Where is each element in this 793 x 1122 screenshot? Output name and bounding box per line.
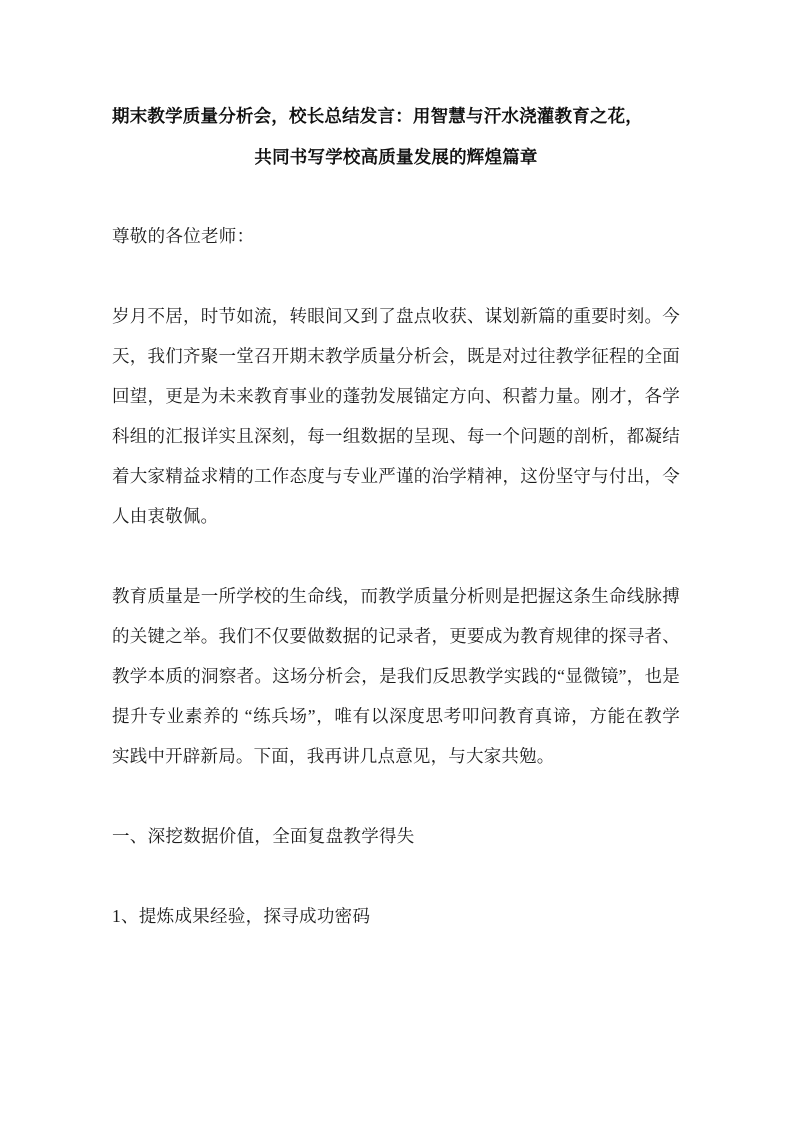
salutation: 尊敬的各位老师：: [112, 226, 255, 246]
title-body-spacer: [112, 178, 680, 216]
document-title-line-1: 期末教学质量分析会，校长总结发言：用智慧与汗水浇灌教育之花，: [112, 106, 643, 126]
paragraph-spacer-2: [112, 536, 680, 576]
paragraph-spacer-3: [112, 776, 680, 816]
subsection-heading-one-one: 1、提炼成果经验，探寻成功密码: [112, 906, 371, 926]
paragraph-spacer-1: [112, 256, 680, 296]
section-heading-one: 一、深挖数据价值，全面复盘教学得失: [112, 826, 415, 846]
document-title: [112, 96, 680, 178]
body-paragraph-1: 岁月不居，时节如流，转眼间又到了盘点收获、谋划新篇的重要时刻。今天，我们齐聚一堂召开期末教学质量分析会，既是对过往教学征程的全面回望，更是为未来教育事业的蓬勃发展锚定方向、积蓄力量。刚才，各学科组的汇报详实且深刻，每一组数据的呈现、每一个问题的剖析，都凝结着大家精益求精的工作态度与专业严谨的治学精神，这份坚守与付出，令人由衷敬佩。: [112, 306, 680, 526]
body-paragraph-2: 教育质量是一所学校的生命线，而教学质量分析则是把握这条生命线脉搏的关键之举。我们不仅要做数据的记录者，更要成为教育规律的探寻者、教学本质的洞察者。这场分析会，是我们反思教学实践的“显微镜”，也是提升专业素养的 “练兵场”，唯有以深度思考叩问教育真谛，方能在教学实践中开辟新局。下面，我再讲几点意见，与大家共勉。: [112, 586, 680, 766]
document-content: [112, 96, 680, 936]
document-title-line-2: 共同书写学校高质量发展的辉煌篇章: [254, 147, 538, 167]
paragraph-spacer-4: [112, 856, 680, 896]
